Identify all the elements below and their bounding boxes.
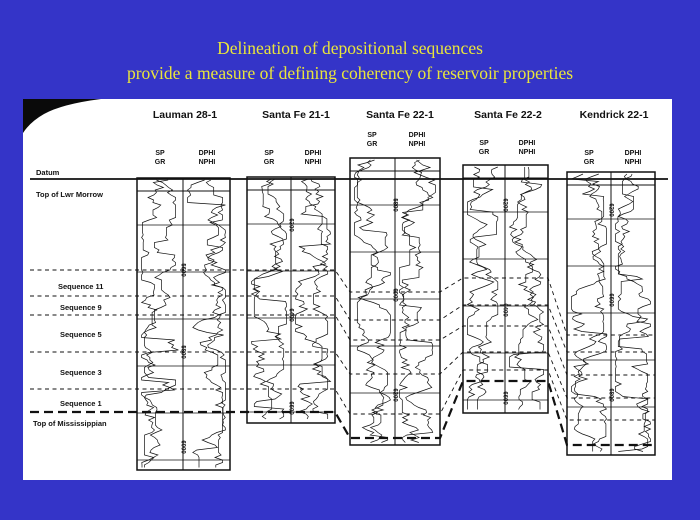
curve-label-dphi: DPHI [304,150,322,157]
depth-label: 5800 [179,345,186,359]
curve-label-gr: GR [478,149,490,156]
slide-title-line1: Delineation of depositional sequences [217,38,483,58]
well-name: Santa Fe 22-2 [474,109,542,121]
depth-label: 6600 [501,391,508,405]
curve-label-gr: GR [366,141,378,148]
curve-label-dphi: DPHI [624,150,642,157]
marker-label-sequence-5: Sequence 5 [60,330,102,339]
marker-label-datum: Datum [36,168,60,177]
figure-panel [23,99,672,480]
depth-label: 6400 [501,303,508,317]
marker-label-lwr-morrow: Top of Lwr Morrow [36,190,103,199]
depth-label: 6600 [287,401,294,415]
curve-label-gr: GR [154,159,166,166]
depth-label: 6200 [607,203,614,217]
marker-label-mississippian: Top of Mississippian [33,419,107,428]
depth-label: 6600 [607,293,614,307]
depth-label: 6200 [391,388,398,402]
depth-label: 5800 [391,198,398,212]
slide-title-line2: provide a measure of defining coherency of reservoir properties [126,63,574,84]
marker-label-sequence-9: Sequence 9 [60,303,102,312]
well-name: Kendrick 22-1 [579,109,649,121]
curve-label-sp: SP [264,150,274,157]
curve-label-dphi: DPHI [518,140,536,147]
curve-label-nphi: NPHI [518,149,536,156]
curve-label-nphi: NPHI [624,159,642,166]
curve-label-sp: SP [367,132,377,139]
depth-label: 6200 [501,198,508,212]
curve-label-sp: SP [155,150,165,157]
curve-label-sp: SP [479,140,489,147]
curve-label-dphi: DPHI [408,132,426,139]
curve-label-nphi: NPHI [408,141,426,148]
depth-label: 6000 [179,440,186,454]
curve-label-nphi: NPHI [198,159,216,166]
depth-label: 5600 [179,263,186,277]
depth-label: 6800 [607,388,614,402]
curve-label-gr: GR [583,159,595,166]
depth-label: 6400 [287,308,294,322]
well-name: Santa Fe 22-1 [366,109,434,121]
marker-label-sequence-3: Sequence 3 [60,368,102,377]
marker-label-sequence-11: Sequence 11 [58,282,104,291]
curve-label-dphi: DPHI [198,150,216,157]
depth-label: 6000 [391,288,398,302]
well-name: Lauman 28-1 [152,109,218,121]
curve-label-sp: SP [584,150,594,157]
curve-label-nphi: NPHI [304,159,322,166]
marker-label-sequence-1: Sequence 1 [60,399,102,408]
well-name: Santa Fe 21-1 [262,109,330,121]
depth-label: 6300 [287,218,294,232]
curve-label-gr: GR [263,159,275,166]
